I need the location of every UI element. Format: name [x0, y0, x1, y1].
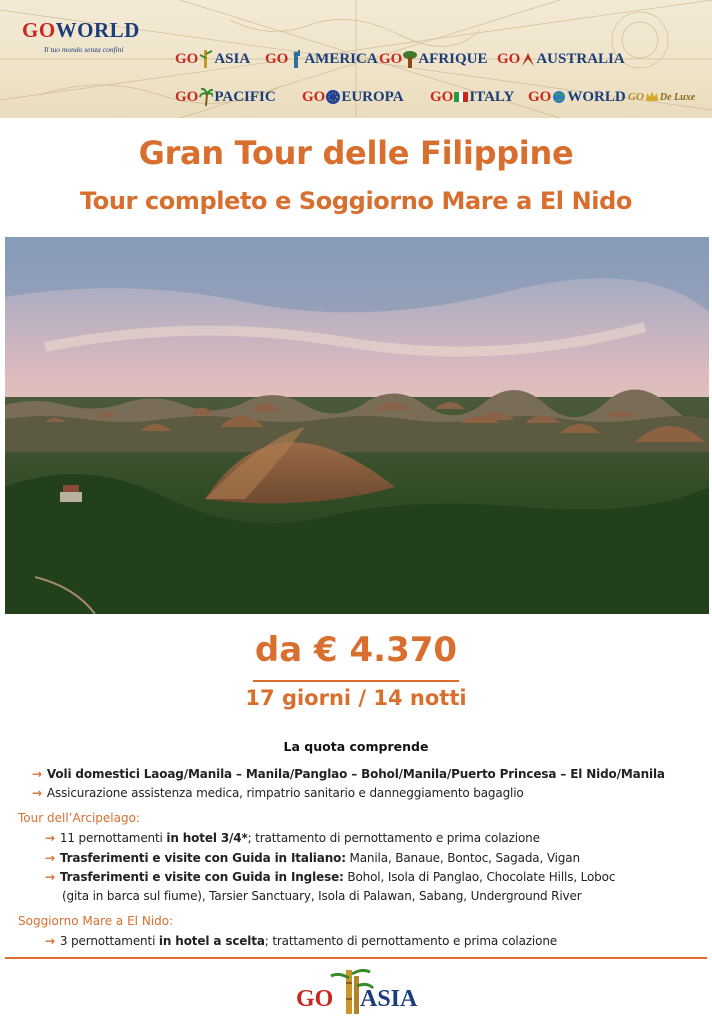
list-item-continuation: (gita in barca sul fiume), Tarsier Sanctuary, Isola di Palawan, Sabang, Underground River [62, 889, 582, 903]
logo-go: GO [175, 88, 199, 105]
list-item [45, 851, 580, 865]
globe-icon [552, 88, 566, 106]
logo-tagline: Il tuo mondo senza confini [44, 45, 124, 54]
page-title: Gran Tour delle Filippine [138, 134, 574, 172]
arrow-right-icon: → [45, 934, 55, 948]
price-underline [253, 680, 459, 682]
item-text: Manila, Banaue, Bontoc, Sagada, Vigan [345, 851, 580, 865]
logo-world-text: WORLD [55, 18, 140, 42]
statue-of-liberty-icon [289, 50, 303, 68]
item-bold-text: Voli domestici Laoag/Manila – Manila/Panglao – Bohol/Manila/Puerto Princesa – El Nido/Manila [46, 767, 665, 781]
goworld-main-logo [22, 18, 162, 58]
item-text: Assicurazione assistenza medica, rimpatrio sanitario e danneggiamento bagaglio [46, 786, 524, 800]
logo-name: AUSTRALIA [536, 50, 625, 67]
logo-name: PACIFIC [214, 88, 276, 105]
footer-logo-go: GO [296, 986, 334, 1012]
logo-go: GO [430, 88, 454, 105]
crown-icon [645, 88, 659, 106]
bamboo-icon [199, 50, 213, 68]
logo-go: GO [302, 88, 326, 105]
godeluxe-logo [628, 87, 695, 107]
item-text: Bohol, Isola di Panglao, Chocolate Hills, Loboc [343, 870, 616, 884]
goafrique-logo [379, 49, 488, 69]
item-pre-text: 3 pernottamenti [59, 934, 159, 948]
goworld-small-logo [528, 87, 626, 107]
item-bold-text: Trasferimenti e visite con Guida in Italiano: [59, 851, 346, 865]
list-item [45, 831, 540, 845]
list-item [45, 870, 615, 884]
list-item [32, 767, 665, 781]
arrow-right-icon: → [45, 870, 55, 884]
item-bold-text: Trasferimenti e visite con Guida in Inglese: [59, 870, 344, 884]
footer-divider [5, 957, 707, 959]
arrow-right-icon: → [32, 767, 42, 781]
price: da € 4.370 [254, 630, 458, 670]
baobab-tree-icon [403, 50, 417, 68]
item-bold-text: in hotel 3/4* [166, 831, 248, 845]
gopacific-logo [175, 87, 276, 107]
tour-section-heading: Tour dell’Arcipelago: [18, 811, 140, 825]
palm-tree-icon [199, 88, 213, 106]
logo-go: GO [528, 88, 552, 105]
eu-flag-icon [326, 88, 340, 106]
item-bold-text: in hotel a scelta [158, 934, 265, 948]
list-item [32, 786, 524, 800]
logo-go: GO [175, 50, 199, 67]
goitaly-logo [430, 87, 514, 107]
goeuropa-logo [302, 87, 404, 107]
item-text: ; trattamento di pernottamento e prima colazione [264, 934, 558, 948]
boomerang-icon [521, 50, 535, 68]
logo-name: ASIA [214, 50, 251, 67]
logo-go: GO [379, 50, 403, 67]
header-banner [0, 0, 712, 118]
includes-heading: La quota comprende [283, 739, 429, 754]
logo-name: De Luxe [659, 91, 696, 103]
goasia-logo [175, 49, 250, 69]
footer-logo-name: ASIA [360, 986, 418, 1012]
logo-go: GO [265, 50, 289, 67]
list-item [45, 934, 557, 948]
italy-flag-icon [454, 88, 468, 106]
arrow-right-icon: → [45, 851, 55, 865]
logo-go-text: GO [22, 18, 56, 42]
logo-go: GO [628, 91, 644, 103]
item-pre-text: 11 pernottamenti [59, 831, 167, 845]
chocolate-hills-landscape-photo [5, 237, 709, 614]
logo-name: EUROPA [341, 88, 404, 105]
page-subtitle: Tour completo e Soggiorno Mare a El Nido [80, 187, 632, 215]
sea-section-heading: Soggiorno Mare a El Nido: [18, 914, 174, 928]
logo-name: AFRIQUE [418, 50, 488, 67]
logo-name: AMERICA [304, 50, 378, 67]
logo-name: ITALY [469, 88, 515, 105]
item-text: ; trattamento di pernottamento e prima colazione [247, 831, 540, 845]
logo-name: WORLD [567, 88, 626, 105]
goaustralia-logo [497, 49, 625, 69]
goamerica-logo [265, 49, 378, 69]
duration: 17 giorni / 14 notti [245, 686, 467, 710]
logo-go: GO [497, 50, 521, 67]
arrow-right-icon: → [45, 831, 55, 845]
goasia-footer-logo [294, 968, 424, 1016]
arrow-right-icon: → [32, 786, 42, 800]
